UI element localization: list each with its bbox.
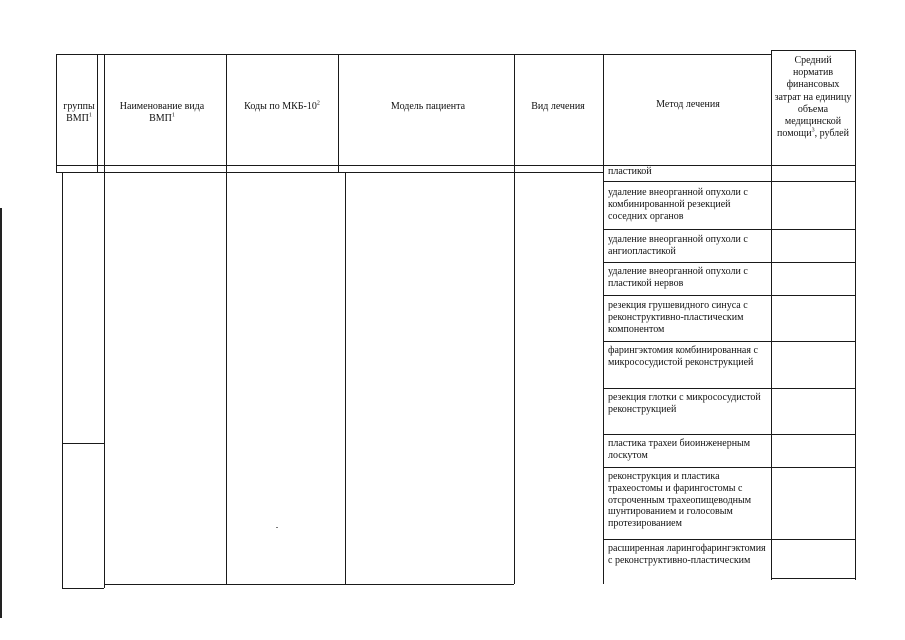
method-row-1: пластикой <box>608 166 652 177</box>
header-codes: Коды по МКБ-$10^2$ <box>244 100 320 112</box>
method-row-9: реконструкция и пластика трахеостомы и фарингостомы с отсроченным трахеопищеводным шунтированием и голосовым протезированием <box>608 471 752 530</box>
header-name: Наименование вида ВМП$^1$ <box>119 101 205 124</box>
method-row-8: пластика трахеи биоинженерным лоскутом <box>608 438 751 461</box>
method-row-3: удаление внеорганной опухоли с ангиопластикой <box>608 234 748 257</box>
header-model: Модель пациента <box>390 101 466 112</box>
header-treatment-type: Вид лечения <box>531 101 585 112</box>
method-row-2: удаление внеорганной опухоли с комбинированной резекцией соседних органов <box>608 187 748 222</box>
header-cost: Средний норматив финансовых затрат на единицу объема медицинской помощи$^3$, рублей <box>774 55 852 140</box>
method-row-5: резекция грушевидного синуса с реконструктивно-пластическим компонентом <box>608 300 748 335</box>
method-row-4: удаление внеорганной опухоли с пластикой нервов <box>608 266 748 289</box>
header-method: Метод лечения <box>656 99 720 110</box>
method-row-10: расширенная ларингофарингэктомия с реконструктивно-пластическим <box>608 543 766 566</box>
scan-edge-mark <box>0 208 2 618</box>
method-row-7: резекция глотки с микрососудистой реконструкцией <box>608 392 761 415</box>
method-row-6: фарингэктомия комбинированная с микрососудистой реконструкцией <box>608 345 758 368</box>
header-group: группы ВМП$^1$ <box>63 101 95 124</box>
scan-speck <box>276 527 278 528</box>
